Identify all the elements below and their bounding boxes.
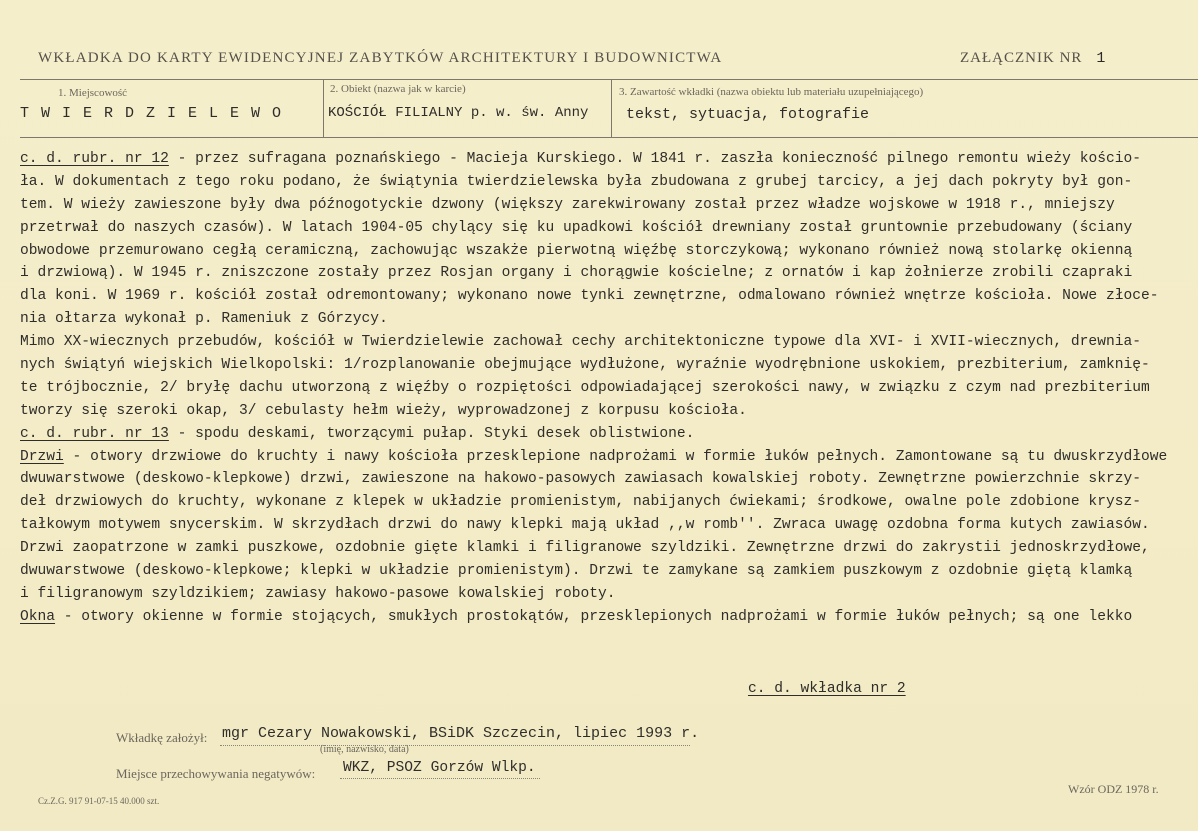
text-line: Okna - otwory okienne w formie stojących, smukłych prostokątów, przesklepionych nadprożami w formie łuków pełnych; są one lekko xyxy=(20,608,1133,625)
text-line: tworzy się szeroki okap, 3/ cebulasty hełm wieży, wyprowadzonej z korpusu kościoła. xyxy=(20,402,747,419)
place-label: 1. Miejscowość xyxy=(58,87,128,99)
document-title: WKŁADKA DO KARTY EWIDENCYJNEJ ZABYTKÓW ARCHITEKTURY I BUDOWNICTWA xyxy=(38,50,723,66)
text-line: dla koni. W 1969 r. kościół został odremontowany; wykonano nowe tynki zewnętrzne, odmalowano również wnętrze kościoła. Nowe złoce- xyxy=(20,288,1159,305)
continued-note: c. d. wkładka nr 2 xyxy=(748,681,906,697)
content-value: tekst, sytuacja, fotografie xyxy=(626,106,870,123)
print-info: Cz.Z.G. 917 91-07-15 40.000 szt. xyxy=(38,796,160,806)
negatives-label: Miejsce przechowywania negatywów: xyxy=(116,766,316,781)
section-heading-doors: Drzwi xyxy=(20,448,64,465)
text-line: dwuwarstwowe (deskowo-klepkowe; klepki w układzie promienistym). Drzwi te zamykane są zamkiem puszkowym z ozdobnie giętą klamką xyxy=(20,563,1133,580)
text-line: przetrwał do naszych czasów). W latach 1904-05 chylący się ku upadkowi kościół drewniany został gruntownie przebudowany (ściany xyxy=(20,219,1133,236)
column-divider-1 xyxy=(323,79,324,137)
section-ref: c. d. rubr. nr 13 xyxy=(20,425,169,442)
text-line: dwuwarstwowe (deskowo-klepkowe) drzwi, zawieszone na hakowo-pasowych zawiasach kowalskiej roboty. Zewnętrzne powierzchnie skrzy- xyxy=(20,471,1141,488)
text-line: nia ołtarza wykonał p. Rameniuk z Górzycy. xyxy=(20,311,388,328)
object-label: 2. Obiekt (nazwa jak w karcie) xyxy=(330,83,466,95)
template-version: Wzór ODZ 1978 r. xyxy=(1068,782,1159,796)
annex-heading xyxy=(960,50,1106,67)
document-body xyxy=(20,148,1198,629)
author-dotted-line xyxy=(220,745,690,746)
text-line: tem. W wieży zawieszone były dwa późnogotyckie dzwony (większy zarekwirowany został przez władze wojskowe w 1918 r., mniejszy xyxy=(20,196,1115,213)
text-line: i filigranowym szyldzikiem; zawiasy hakowo-pasowe kowalskiej roboty. xyxy=(20,585,616,602)
text-line: Mimo XX-wiecznych przebudów, kościół w Twierdzielewie zachował cechy architektoniczne typowe dla XVI- i XVII-wiecznych, drewnia- xyxy=(20,334,1141,351)
table-bottom-rule xyxy=(20,137,1198,138)
object-value: KOŚCIÓŁ FILIALNY p. w. św. Anny xyxy=(328,105,589,121)
text-line: c. d. rubr. nr 13 - spodu deskami, tworzącymi pułap. Styki desek oblistwione. xyxy=(20,425,695,442)
text-line: deł drzwiowych do kruchty, wykonane z klepek w układzie promienistym, nabijanych ćwiekami; środkowe, owalne pole zdobione krysz- xyxy=(20,494,1141,511)
text-line: ła. W dokumentach z tego roku podano, że świątynia twierdzielewska była zbudowana z grubej tarcicy, a jej dach pokryty był gon- xyxy=(20,173,1133,190)
author-value: mgr Cezary Nowakowski, BSiDK Szczecin, lipiec 1993 r. xyxy=(222,725,700,742)
text-line: obwodowe przemurowano cegłą ceramiczną, zachowując wszakże pierwotną więźbę storczykową; wykonano również nową stolarkę okienną xyxy=(20,242,1133,259)
author-label: Wkładkę założył: xyxy=(116,730,208,745)
negatives-value: WKZ, PSOZ Gorzów Wlkp. xyxy=(343,760,536,776)
text-line: Drzwi zaopatrzone w zamki puszkowe, ozdobnie gięte klamki i filigranowe szyldziki. Zewnętrzne drzwi do zakrystii jednoskrzydłowe, xyxy=(20,540,1150,557)
column-divider-2 xyxy=(611,79,612,137)
text-line: i drzwiową). W 1945 r. zniszczone zostały przez Rosjan organy i chorągwie kościelne; z ornatów i kap żołnierze zrobili czapraki xyxy=(20,265,1133,282)
author-caption: (imię, nazwisko, data) xyxy=(320,744,409,755)
place-value: T W I E R D Z I E L E W O xyxy=(20,105,283,122)
text-line: te trójbocznie, 2/ bryłę dachu utworzoną z więźby o rozpiętości odpowiadającej szerokości nawy, w związku z czym nad prezbiterium xyxy=(20,379,1150,396)
annex-number: 1 xyxy=(1096,50,1107,67)
annex-label: ZAŁĄCZNIK NR xyxy=(960,50,1083,66)
section-heading-windows: Okna xyxy=(20,608,56,625)
text-line: nych świątyń wiejskich Wielkopolski: 1/rozplanowanie obejmujące wydłużone, wyraźnie wyodrębnione uskokiem, prezbiterium, zamknię- xyxy=(20,357,1150,374)
table-top-rule xyxy=(20,79,1198,80)
text-line: c. d. rubr. nr 12 - przez sufragana poznańskiego - Macieja Kurskiego. W 1841 r. zaszła konieczność pilnego remontu wieży kościo- xyxy=(20,151,1141,167)
section-ref: c. d. rubr. nr 12 xyxy=(20,151,169,167)
text-line: tałkowym motywem snycerskim. W skrzydłach drzwi do nawy klepki mają układ ,,w romb''. Zwraca uwagę ozdobna forma kutych zawiasów. xyxy=(20,517,1150,534)
text-line: Drzwi - otwory drzwiowe do kruchty i nawy kościoła przesklepione nadprożami w formie łuków pełnych. Zamontowane są tu dwuskrzydłowe xyxy=(20,448,1168,465)
negatives-dotted-line xyxy=(340,778,540,779)
content-label: 3. Zawartość wkładki (nazwa obiektu lub materiału uzupełniającego) xyxy=(619,86,924,98)
